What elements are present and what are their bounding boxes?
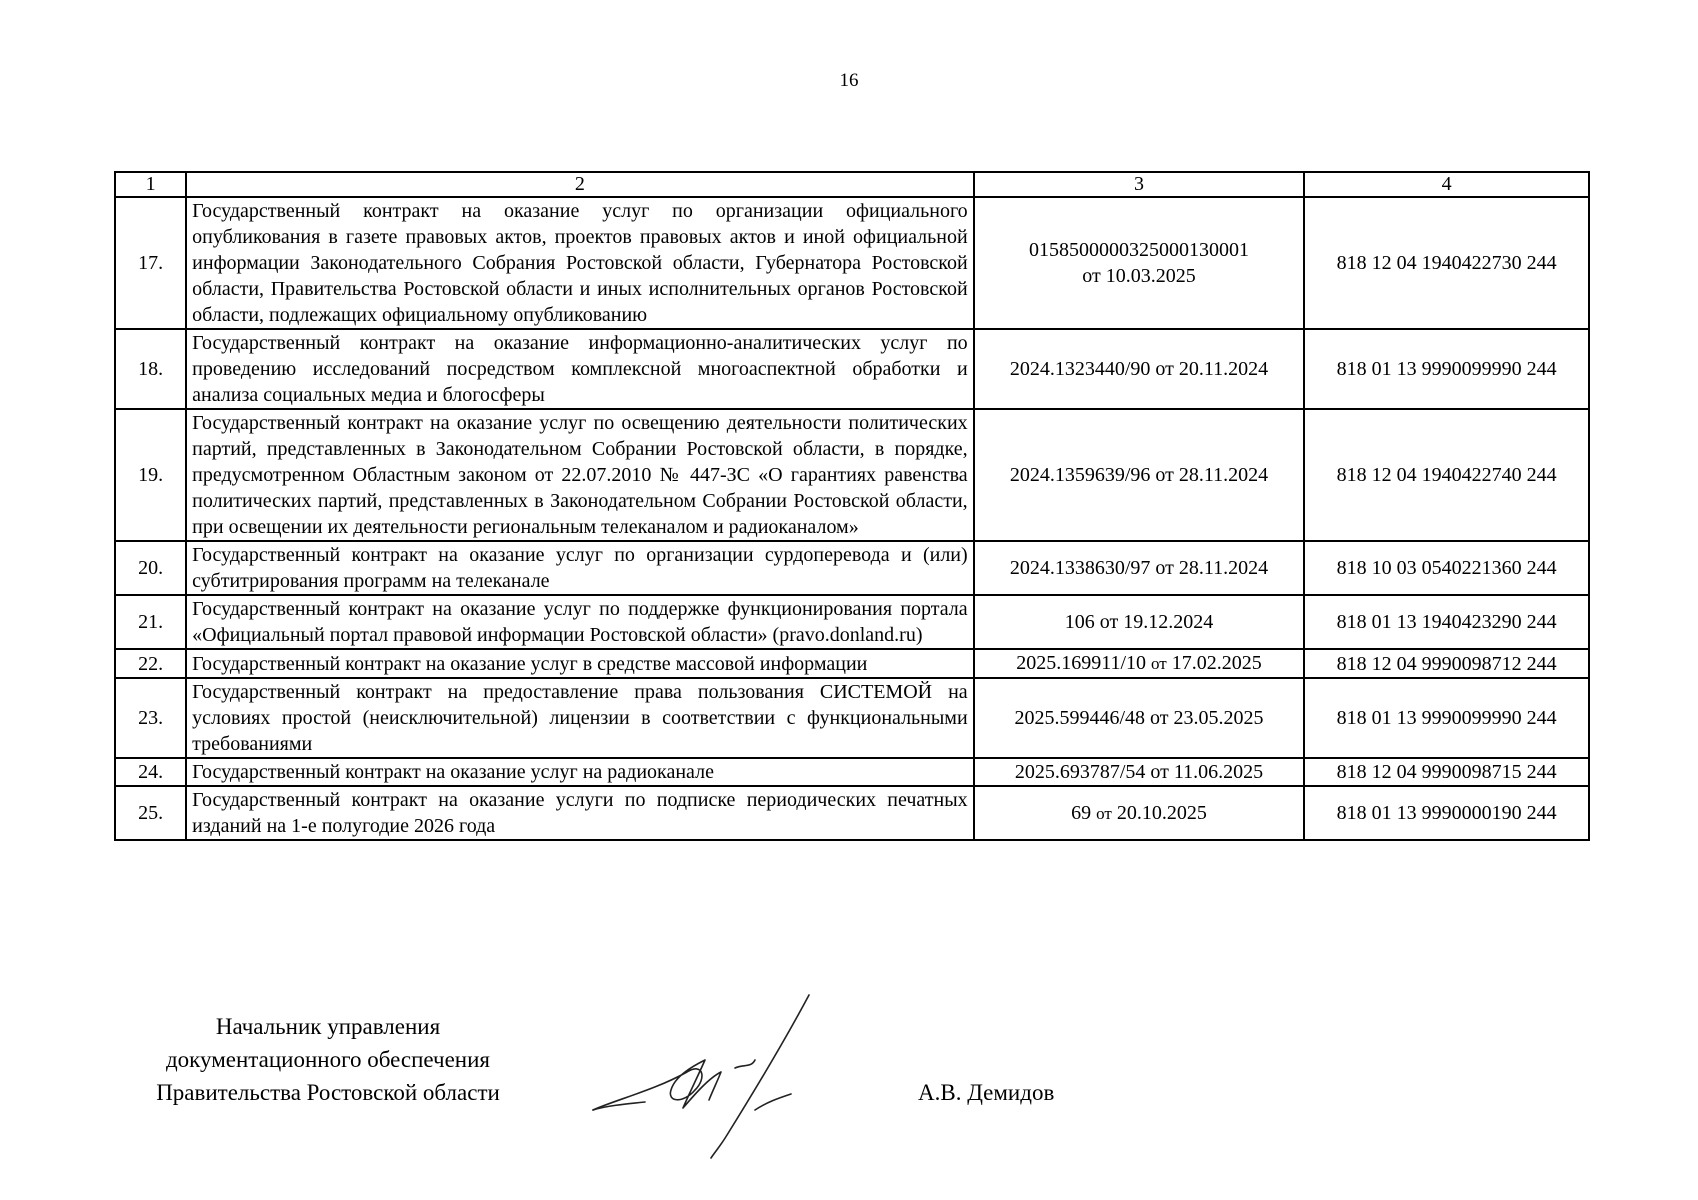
row-number: 18.	[115, 329, 186, 409]
table-header-row	[115, 172, 1589, 197]
budget-code: 818 01 13 9990000190 244	[1304, 786, 1589, 840]
header-cell: 1	[115, 172, 186, 197]
table-row	[115, 678, 1589, 758]
table-row	[115, 409, 1589, 541]
signatory-name: А.В. Демидов	[918, 1080, 1055, 1105]
budget-code: 818 01 13 1940423290 244	[1304, 595, 1589, 649]
contract-description: Государственный контракт на оказание услуг на радиоканале	[186, 758, 974, 786]
contract-number: 0158500000325000130001	[1028, 239, 1249, 261]
contract-number: 69	[1071, 801, 1092, 824]
table-row	[115, 329, 1589, 409]
contract-description: Государственный контракт на предоставление права пользования СИСТЕМОЙ на условиях простой (неисключительной) лицензии в соответствии с функциональными требованиями	[186, 678, 974, 758]
contract-ot: от	[1151, 654, 1167, 673]
page-number: 16	[839, 70, 859, 91]
budget-code: 818 01 13 9990099990 244	[1304, 329, 1589, 409]
budget-code: 818 01 13 9990099990 244	[1304, 678, 1589, 758]
row-number: 20.	[115, 541, 186, 595]
row-number: 24.	[115, 758, 186, 786]
table-row	[115, 786, 1589, 840]
contract-details	[974, 649, 1305, 678]
contract-details: 2025.599446/48 от 23.05.2025	[974, 678, 1305, 758]
contract-description: Государственный контракт на оказание услуг по организации сурдоперевода и (или) субтитрирования программ на телеканале	[186, 541, 974, 595]
contract-details: 2024.1359639/96 от 28.11.2024	[974, 409, 1305, 541]
header-cell: 2	[186, 172, 974, 197]
table-row	[115, 595, 1589, 649]
contract-ot: от	[1096, 803, 1112, 823]
budget-code: 818 12 04 1940422730 244	[1304, 197, 1589, 329]
table-row	[115, 197, 1589, 329]
row-number: 25.	[115, 786, 186, 840]
contract-details: 2024.1338630/97 от 28.11.2024	[974, 541, 1305, 595]
position-line: документационного обеспечения	[165, 1047, 490, 1072]
row-number: 21.	[115, 595, 186, 649]
contracts-table	[114, 171, 1590, 841]
header-cell: 4	[1304, 172, 1589, 197]
budget-code: 818 12 04 9990098715 244	[1304, 758, 1589, 786]
row-number: 23.	[115, 678, 186, 758]
table-row	[115, 758, 1589, 786]
row-number: 22.	[115, 649, 186, 678]
position-line: Правительства Ростовской области	[156, 1080, 500, 1105]
table-row	[115, 649, 1589, 678]
contract-date: от 10.03.2025	[1082, 265, 1196, 287]
header-cell: 3	[974, 172, 1305, 197]
row-number: 17.	[115, 197, 186, 329]
row-number: 19.	[115, 409, 186, 541]
contract-date: 20.10.2025	[1116, 801, 1207, 824]
budget-code: 818 12 04 1940422740 244	[1304, 409, 1589, 541]
budget-code: 818 12 04 9990098712 244	[1304, 649, 1589, 678]
contract-description: Государственный контракт на оказание услуг по поддержке функционирования портала «Официальный портал правовой информации Ростовской области» (pravo.donland.ru)	[186, 595, 974, 649]
contract-details: 106 от 19.12.2024	[974, 595, 1305, 649]
contract-details	[974, 786, 1305, 840]
contract-number: 2025.169911/10	[1016, 652, 1147, 674]
signatory-position	[108, 1010, 548, 1109]
budget-code: 818 10 03 0540221360 244	[1304, 541, 1589, 595]
contract-details	[974, 197, 1305, 329]
contract-details: 2024.1323440/90 от 20.11.2024	[974, 329, 1305, 409]
contract-description: Государственный контракт на оказание услуги по подписке периодических печатных изданий на 1-е полугодие 2026 года	[186, 786, 974, 840]
table-row	[115, 541, 1589, 595]
position-line: Начальник управления	[215, 1014, 441, 1039]
contract-description: Государственный контракт на оказание услуг в средстве массовой информации	[186, 649, 974, 678]
contract-description: Государственный контракт на оказание информационно-аналитических услуг по проведению исследований посредством комплексной многоаспектной обработки и анализа социальных медиа и блогосферы	[186, 329, 974, 409]
contract-description: Государственный контракт на оказание услуг по освещению деятельности политических партий, представленных в Законодательном Собрании Ростовской области, в порядке, предусмотренном Областным законом от 22.07.2010 № 447-ЗС «О гарантиях равенства политических партий, представленных в Законодательном Собрании Ростовской области, при освещении их деятельности региональным телеканалом и радиоканалом»	[186, 409, 974, 541]
contract-date: 17.02.2025	[1171, 652, 1262, 674]
contract-details: 2025.693787/54 от 11.06.2025	[974, 758, 1305, 786]
handwritten-signature	[585, 990, 845, 1160]
contract-description: Государственный контракт на оказание услуг по организации официального опубликования в газете правовых актов, проектов правовых актов и иной официальной информации Законодательного Собрания Ростовской области, Губернатора Ростовской области, Правительства Ростовской области и иных исполнительных органов Ростовской области, подлежащих официальному опубликованию	[186, 197, 974, 329]
